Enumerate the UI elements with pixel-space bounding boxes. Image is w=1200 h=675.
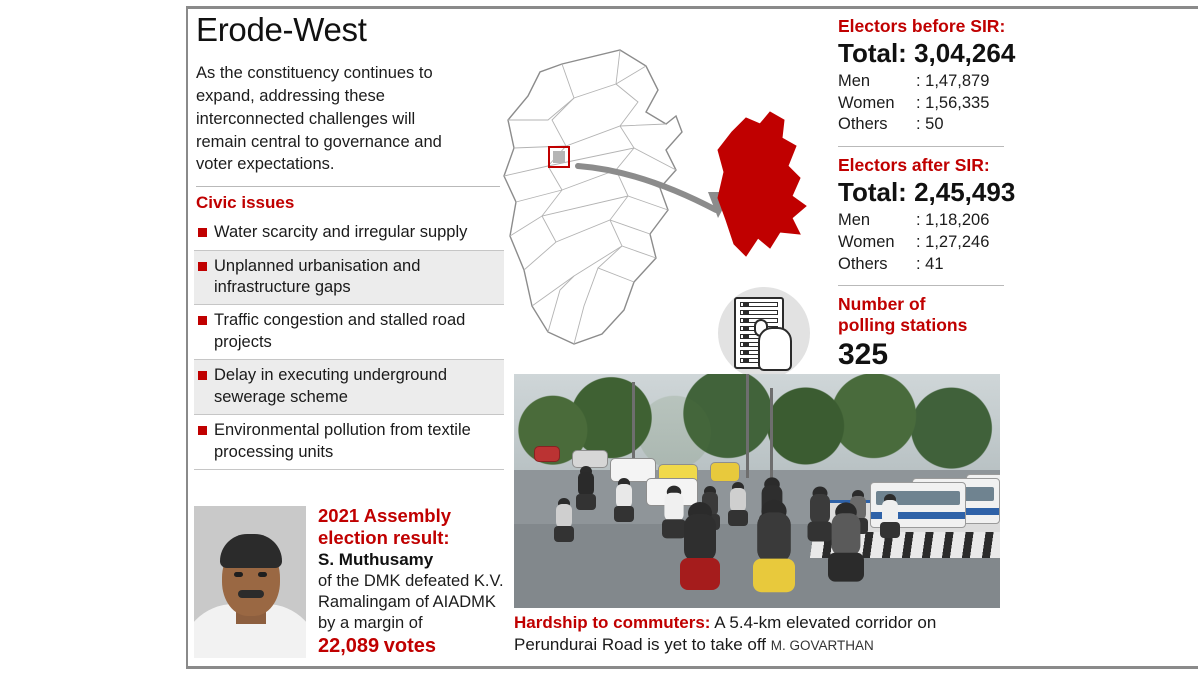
highlight-box: [548, 146, 570, 168]
result-heading-line1: 2021 Assembly: [318, 505, 452, 526]
list-item: [194, 251, 504, 306]
stat-key: Others: [838, 115, 888, 134]
result-text: [318, 505, 510, 660]
winner-name: S. Muthusamy: [318, 550, 434, 570]
evm-machine-icon: [718, 287, 810, 379]
left-column: [194, 12, 512, 470]
stat-value: : 1,18,206: [916, 211, 990, 230]
stat-value: : 1,47,879: [916, 71, 990, 90]
stat-row: [838, 254, 1088, 276]
traffic-photo: [514, 374, 1000, 608]
page-title: Erode-West: [196, 11, 367, 48]
top-divider: [186, 6, 1198, 9]
stat-value: : 1,27,246: [916, 232, 990, 251]
stat-value: : 41: [916, 254, 944, 273]
civic-issues-heading: Civic issues: [196, 193, 295, 213]
stats-divider: [838, 146, 1004, 147]
electors-after-total-value: 2,45,493: [914, 177, 1016, 208]
stat-key: Women: [838, 232, 895, 251]
result-margin-word: votes: [383, 635, 437, 658]
result-margin-value: 22,089: [318, 635, 380, 658]
electors-after-total-label: Total:: [838, 177, 907, 208]
result-body: of the DMK defeated K.V. Ramalingam of AIADMK by a margin of: [318, 572, 504, 633]
electors-before-total-value: 3,04,264: [914, 38, 1016, 68]
polling-stations-heading-line2: polling stations: [838, 315, 968, 336]
electors-before-heading: Electors before SIR:: [838, 16, 1006, 36]
stat-key: Women: [838, 93, 895, 112]
constituency-shape: [718, 112, 806, 256]
list-item-label: Unplanned urbanisation and infrastructure gaps: [214, 256, 421, 296]
stat-key: Men: [838, 211, 871, 230]
electors-before-total-label: Total:: [838, 38, 907, 68]
stat-key: Others: [838, 254, 888, 273]
stats-divider: [838, 285, 1004, 286]
square-bullet-icon: [198, 228, 207, 237]
stat-row: [838, 232, 1088, 254]
election-result-block: [190, 503, 512, 663]
polling-stations-heading-line1: Number of: [838, 294, 926, 315]
caption-lead: Hardship to commuters:: [514, 613, 711, 632]
stat-row: [838, 114, 1088, 136]
stat-row: [838, 93, 1088, 115]
list-item: [194, 217, 504, 250]
bottom-divider: [186, 666, 1198, 669]
electors-after-total: [838, 178, 1088, 208]
candidate-portrait: [194, 506, 306, 658]
stat-row: [838, 210, 1088, 232]
square-bullet-icon: [198, 316, 207, 325]
list-item: [194, 305, 504, 360]
list-item-label: Water scarcity and irregular supply: [214, 223, 468, 242]
stat-value: : 50: [916, 115, 944, 134]
section-divider: [196, 186, 500, 187]
state-outline: [504, 50, 682, 344]
square-bullet-icon: [198, 426, 207, 435]
left-divider: [186, 6, 188, 667]
list-item-label: Traffic congestion and stalled road projects: [214, 311, 466, 351]
photo-caption: [514, 612, 1014, 656]
square-bullet-icon: [198, 262, 207, 271]
polling-stations-value: 325: [838, 338, 889, 372]
stat-row: [838, 71, 1088, 93]
photo-credit: M. GOVARTHAN: [770, 638, 874, 654]
list-item-label: Delay in executing underground sewerage scheme: [214, 366, 447, 406]
list-item-label: Environmental pollution from textile processing units: [214, 421, 471, 461]
result-heading-line2: election result:: [318, 527, 450, 549]
civic-issues-list: [194, 217, 504, 470]
list-item: [194, 415, 504, 470]
square-bullet-icon: [198, 371, 207, 380]
stat-value: : 1,56,335: [916, 93, 990, 112]
caption-text: A 5.4-km elevated corridor on Perundurai Road is yet to take off: [514, 613, 937, 655]
electors-before-total: [838, 39, 1088, 69]
intro-paragraph: As the constituency continues to expand, addressing these interconnected challenges will remain central to governance and voter expectations.: [196, 64, 442, 174]
electors-after-heading: Electors after SIR:: [838, 155, 990, 176]
list-item: [194, 360, 504, 415]
stats-column: [838, 16, 1088, 372]
stat-key: Men: [838, 71, 871, 90]
